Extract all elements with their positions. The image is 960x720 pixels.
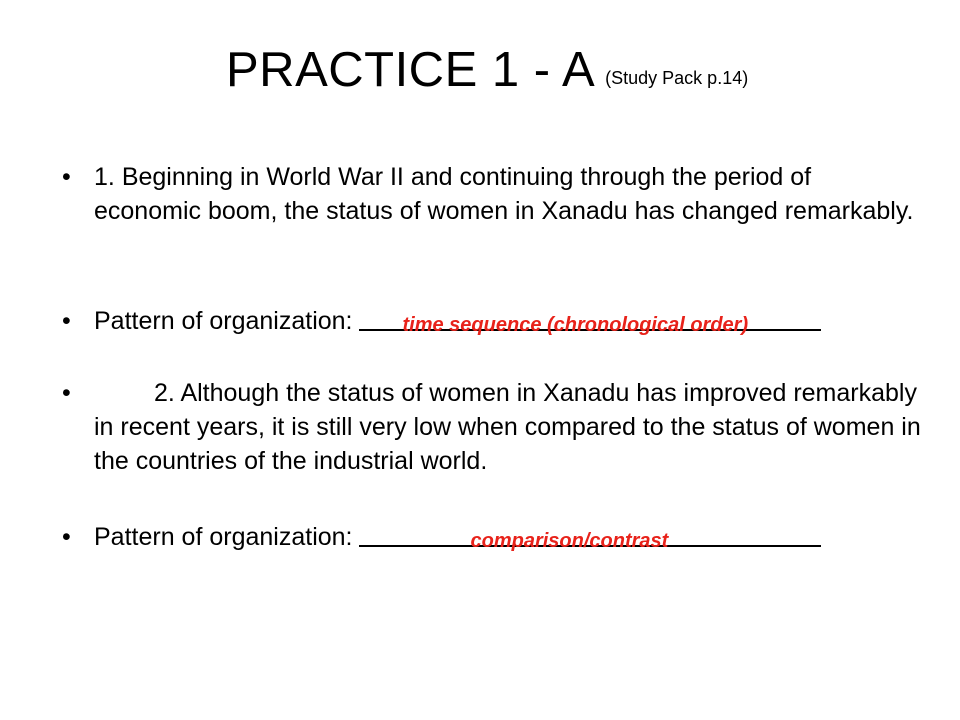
pattern-line-1	[94, 304, 922, 338]
answer-1: time sequence (chronological order)	[402, 314, 749, 336]
slide-title	[226, 43, 749, 97]
statement-1	[94, 160, 922, 228]
statement-2	[94, 376, 922, 478]
pattern-label-1: Pattern of organization:	[94, 307, 353, 335]
bullet-item-1	[62, 160, 922, 228]
statement-1-number: 1.	[94, 163, 115, 191]
statement-1-text: Beginning in World War II and continuing through the period of economic boom, the status of women in Xanadu has changed remarkably.	[94, 163, 914, 225]
pattern-line-2	[94, 520, 922, 554]
bullet-item-4	[62, 520, 922, 554]
bullet-dot: •	[62, 379, 71, 407]
title-text: PRACTICE 1 - A	[226, 43, 596, 97]
statement-2-number: 2.	[154, 379, 175, 407]
pattern-label-2: Pattern of organization:	[94, 523, 353, 551]
statement-2-text: Although the status of women in Xanadu has improved remarkably in recent years, it is still very low when compared to the status of women in the countries of the industrial world.	[94, 379, 921, 475]
answer-blank-1	[359, 307, 821, 336]
bullet-dot: •	[62, 523, 71, 551]
bullet-item-3	[62, 376, 922, 478]
answer-2: comparison/contrast	[470, 530, 669, 552]
bullet-item-2	[62, 304, 922, 338]
bullet-dot: •	[62, 307, 71, 335]
bullet-dot: •	[62, 163, 71, 191]
answer-blank-2	[359, 523, 821, 552]
title-subtitle: (Study Pack p.14)	[605, 68, 749, 88]
